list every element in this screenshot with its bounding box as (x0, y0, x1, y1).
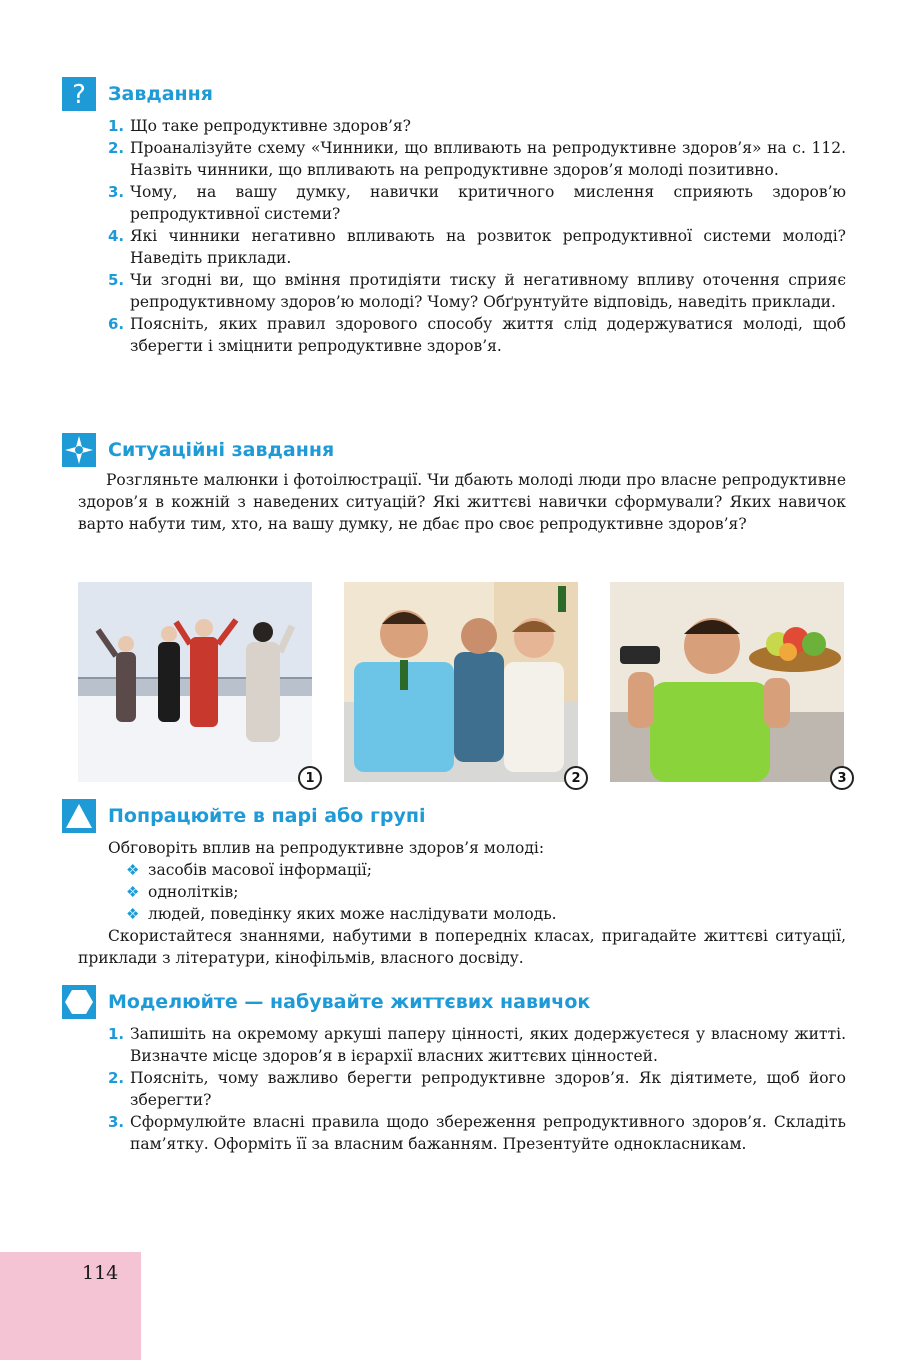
pair-title: Попрацюйте в парі або групі (108, 805, 426, 827)
pair-bullets (126, 859, 846, 925)
list-item: 1. Що таке репродуктивне здоров’я? (108, 117, 411, 135)
tasks-section (62, 77, 846, 357)
pair-intro: Обговоріть вплив на репродуктивне здоров’я молоді: (108, 839, 545, 857)
pair-section (62, 799, 846, 969)
list-item: ❖ засобів масової інформації; (126, 861, 372, 879)
diamond-bullet-icon: ❖ (126, 861, 140, 879)
man-with-dumbbell-and-fruit-photo (610, 582, 844, 782)
ice-skating-photo (78, 582, 312, 782)
question-icon (62, 77, 96, 111)
pair-header (62, 799, 846, 833)
photo-badge-3: 3 (830, 766, 854, 790)
list-item: 5. Чи згодні ви, що вміння протидіяти тиску й негативному впливу оточення сприяє репродуктивному здоров’ю молоді? Чому? Обґрунтуйте відповідь, наведіть приклади. (108, 271, 846, 311)
compass-icon (62, 433, 96, 467)
tasks-list (108, 115, 846, 357)
list-item: 2. Поясніть, чому важливо берегти репродуктивне здоров’я. Як діятимете, щоб його зберегти? (108, 1069, 846, 1109)
tasks-header (62, 77, 846, 111)
list-item: 2. Проаналізуйте схему «Чинники, що впливають на репродуктивне здоров’я» на с. 112. Назвіть чинники, що впливають на репродуктивне здоров’я молоді позитивно. (108, 139, 846, 179)
list-item: 3. Чому, на вашу думку, навички критичного мислення сприяють здоров’ю репродуктивної системи? (108, 183, 846, 223)
model-section (62, 985, 846, 1155)
model-header (62, 985, 846, 1019)
tasks-title: Завдання (108, 83, 213, 105)
list-item: 6. Поясніть, яких правил здорового способу життя слід додержуватися молоді, щоб зберегти і зміцнити репродуктивне здоров’я. (108, 315, 846, 355)
photo-strip (78, 582, 858, 798)
photo-badge-1: 1 (298, 766, 322, 790)
diamond-bullet-icon: ❖ (126, 905, 140, 923)
list-item: 4. Які чинники негативно впливають на розвиток репродуктивної системи молоді? Наведіть приклади. (108, 227, 846, 267)
pair-outro: Скористайтеся знаннями, набутими в попередніх класах, пригадайте життєві ситуації, приклади з літератури, кінофільмів, власного досвіду. (78, 927, 846, 967)
situations-section (62, 433, 846, 535)
page-footer-block (0, 1252, 141, 1360)
hexagon-icon (62, 985, 96, 1019)
list-item: ❖ однолітків; (126, 883, 239, 901)
list-item: 1. Запишіть на окремому аркуші паперу цінності, яких додержуєтеся у власному житті. Визначте місце здоров’я в ієрархії власних життєвих цінностей. (108, 1025, 846, 1065)
photo-badge-2: 2 (564, 766, 588, 790)
model-list (108, 1023, 846, 1155)
diamond-bullet-icon: ❖ (126, 883, 140, 901)
list-item: ❖ людей, поведінку яких може наслідувати молодь. (126, 905, 557, 923)
friends-with-bottles-photo (344, 582, 578, 782)
situations-text: Розгляньте малюнки і фотоілюстрації. Чи дбають молоді люди про власне репродуктивне здоров’я в кожній з наведених ситуацій? Які життєві навички сформували? Яких навичок варто набути тим, хто, на вашу думку, не дбає про своє репродуктивне здоров’я? (78, 471, 846, 533)
svg-text:?: ? (72, 80, 86, 110)
list-item: 3. Сформулюйте власні правила щодо збереження репродуктивного здоров’я. Складіть пам’ятку. Оформіть її за власним бажанням. Презентуйте однокласникам. (108, 1113, 846, 1153)
triangle-icon (62, 799, 96, 833)
situations-header (62, 433, 846, 467)
page-number: 114 (82, 1262, 119, 1284)
model-title: Моделюйте — набувайте життєвих навичок (108, 991, 591, 1013)
situations-title: Ситуаційні завдання (108, 439, 335, 461)
